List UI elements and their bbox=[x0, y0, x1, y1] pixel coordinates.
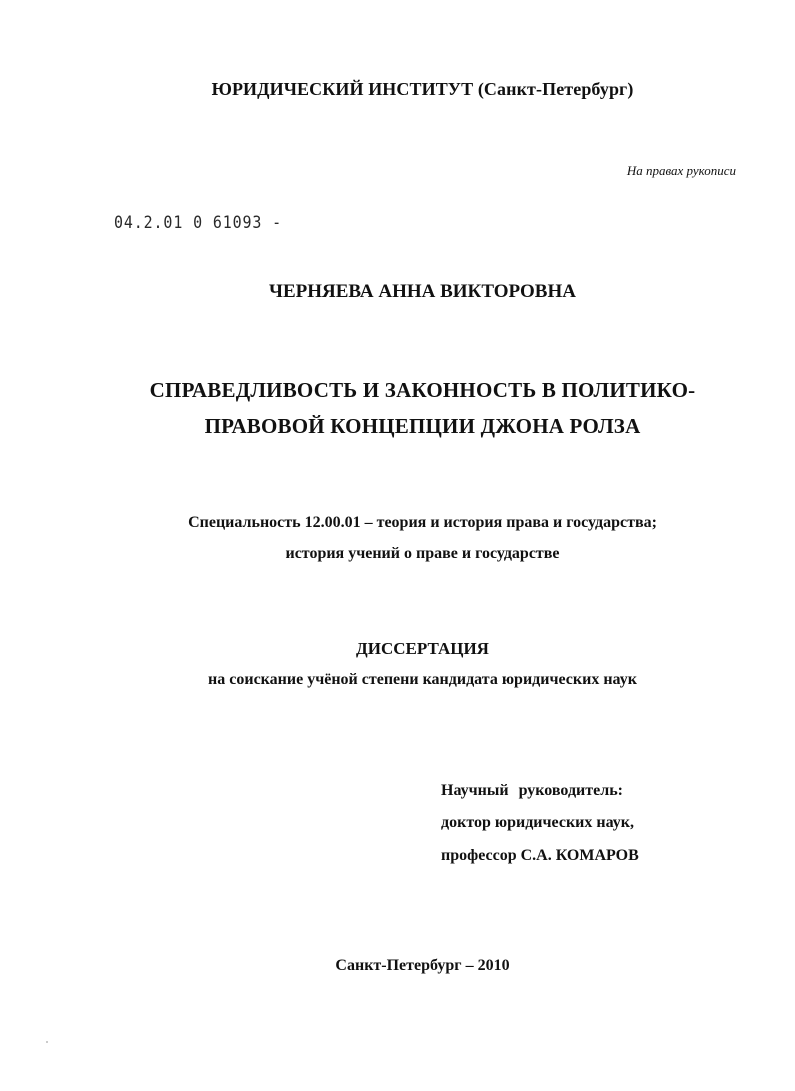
institute-name: ЮРИДИЧЕСКИЙ ИНСТИТУТ (Санкт-Петербург) bbox=[211, 79, 634, 99]
supervisor-label: Научный руководитель: bbox=[441, 782, 623, 799]
title-line: СПРАВЕДЛИВОСТЬ И ЗАКОННОСТЬ В ПОЛИТИКО- bbox=[149, 378, 696, 402]
document-type: ДИССЕРТАЦИЯ bbox=[356, 639, 489, 658]
manuscript-rights-note: На правах рукописи bbox=[626, 163, 736, 178]
author-name: ЧЕРНЯЕВА АННА ВИКТОРОВНА bbox=[269, 281, 576, 302]
title-line: ПРАВОВОЙ КОНЦЕПЦИИ ДЖОНА РОЛЗА bbox=[204, 414, 641, 438]
scan-speck bbox=[46, 1041, 48, 1043]
city-year: Санкт-Петербург – 2010 bbox=[335, 957, 510, 974]
supervisor-degree: доктор юридических наук, bbox=[441, 814, 634, 831]
specialty-line: история учений о праве и государстве bbox=[285, 545, 560, 562]
degree-line: на соискание учёной степени кандидата юридических наук bbox=[208, 671, 637, 688]
registration-stamp: 04.2.01 0 61093 - bbox=[114, 213, 283, 233]
supervisor-name: профессор С.А. КОМАРОВ bbox=[441, 847, 639, 864]
specialty-line: Специальность 12.00.01 – теория и история права и государства; bbox=[188, 514, 657, 531]
